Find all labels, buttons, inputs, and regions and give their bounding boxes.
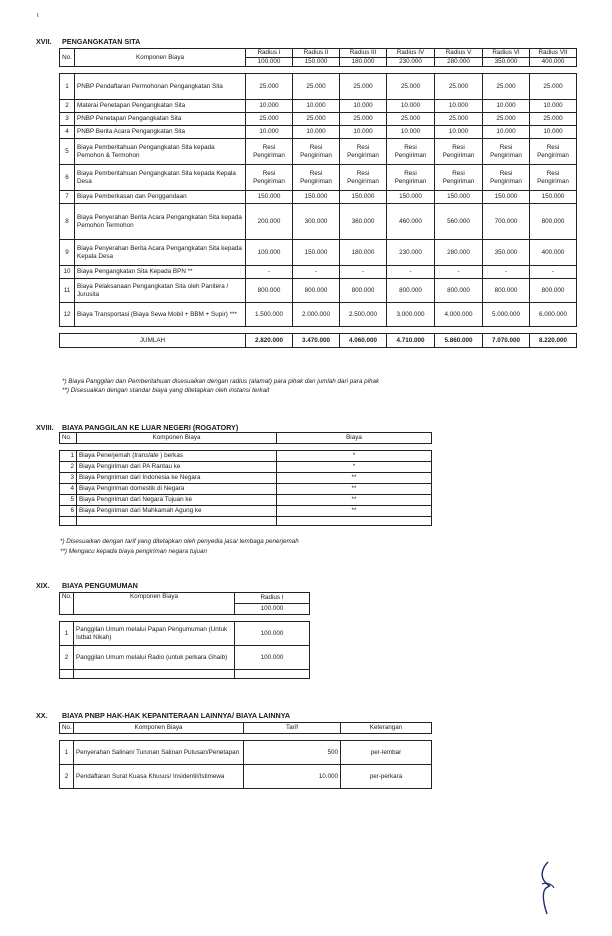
section-19-title: BIAYA PENGUMUMAN bbox=[62, 581, 138, 590]
row-value: - bbox=[387, 266, 435, 279]
spacer-cell bbox=[277, 517, 432, 526]
row-value: ** bbox=[277, 495, 432, 506]
header-tarif: Tarif bbox=[244, 723, 341, 734]
table-row bbox=[60, 451, 432, 462]
row-value: 150.000 bbox=[387, 191, 435, 204]
section-20-table bbox=[59, 722, 432, 789]
row-value: 5.000.000 bbox=[483, 303, 530, 327]
row-label bbox=[77, 506, 277, 517]
row-value: 150.000 bbox=[340, 191, 387, 204]
row-value: 2.000.000 bbox=[293, 303, 340, 327]
spacer-cell bbox=[387, 327, 435, 334]
spacer-cell bbox=[483, 67, 530, 74]
row-label: Penyerahan Salinan/ Turunan Salinan Putusan/Penetapan bbox=[74, 741, 244, 765]
header-radius-label: Radius VII bbox=[530, 49, 577, 58]
section-17-note-1: *) Biaya Panggilan dan Pemberitahuan disesuaikan dengan radius (alamat) para pihak dan jumlah dari para pihak bbox=[62, 378, 380, 385]
label-text: Biaya Pengiriman dari Indonesia ke Negara bbox=[79, 474, 201, 481]
table-header-row bbox=[60, 49, 577, 58]
row-value: 300.000 bbox=[293, 204, 340, 240]
spacer-cell bbox=[74, 734, 244, 741]
row-label bbox=[77, 473, 277, 484]
row-value: 460.000 bbox=[387, 204, 435, 240]
row-number: 9 bbox=[60, 240, 75, 266]
header-no: No. bbox=[60, 49, 75, 67]
row-label: Panggilan Umum melalui Papan Pengumuman (Untuk Istbat Nikah) bbox=[74, 622, 235, 646]
row-value: - bbox=[340, 266, 387, 279]
total-value: 2.820.000 bbox=[246, 334, 293, 348]
row-value: 10.000 bbox=[435, 100, 483, 113]
row-value: 100.000 bbox=[246, 240, 293, 266]
spacer-cell bbox=[77, 517, 277, 526]
row-value: 25.000 bbox=[246, 74, 293, 100]
row-value: 800.000 bbox=[293, 279, 340, 303]
row-label: PNBP Penetapan Pengangkatan Sita bbox=[75, 113, 246, 126]
row-number: 1 bbox=[60, 74, 75, 100]
row-value: 25.000 bbox=[435, 74, 483, 100]
table-header-row bbox=[60, 433, 432, 444]
table-row bbox=[60, 100, 577, 113]
table-row bbox=[60, 266, 577, 279]
spacer-cell bbox=[60, 444, 77, 451]
table-row bbox=[60, 622, 310, 646]
table-header-row bbox=[60, 593, 310, 604]
row-number: 3 bbox=[60, 473, 77, 484]
spacer-cell bbox=[483, 327, 530, 334]
header-radius-label: Radius I bbox=[246, 49, 293, 58]
row-value: 360.000 bbox=[340, 204, 387, 240]
row-value: 800.000 bbox=[340, 279, 387, 303]
row-value: 25.000 bbox=[435, 113, 483, 126]
spacer-cell bbox=[75, 67, 246, 74]
spacer-cell bbox=[340, 327, 387, 334]
row-value: Resi Pengiriman bbox=[387, 139, 435, 165]
row-label bbox=[77, 495, 277, 506]
row-number: 4 bbox=[60, 126, 75, 139]
row-value: 10.000 bbox=[340, 100, 387, 113]
row-value: - bbox=[530, 266, 577, 279]
spacer-cell bbox=[277, 444, 432, 451]
table-row bbox=[60, 139, 577, 165]
row-label: Biaya Pemberkasan dan Penggandaan bbox=[75, 191, 246, 204]
section-20-title: BIAYA PNBP HAK-HAK KEPANITERAAN LAINNYA/ BIAYA LAINNYA bbox=[62, 711, 291, 720]
section-18-table bbox=[59, 432, 432, 526]
row-value: 6.000.000 bbox=[530, 303, 577, 327]
row-label: Biaya Pengangkatan Sita Kepada BPN ** bbox=[75, 266, 246, 279]
row-value: 150.000 bbox=[246, 191, 293, 204]
header-komponen: Komponen Biaya bbox=[77, 433, 277, 444]
spacer-cell bbox=[293, 67, 340, 74]
header-radius-label: Radius V bbox=[435, 49, 483, 58]
row-number: 1 bbox=[60, 451, 77, 462]
row-value: 3.000.000 bbox=[387, 303, 435, 327]
row-value: 10.000 bbox=[435, 126, 483, 139]
row-label: Biaya Pemberitahuan Pengangkatan Sita kepada Kepala Desa bbox=[75, 165, 246, 191]
total-value: 7.070.000 bbox=[483, 334, 530, 348]
row-value: ** bbox=[277, 473, 432, 484]
header-radius-value: 100.000 bbox=[246, 58, 293, 67]
table-row bbox=[60, 462, 432, 473]
header-radius-label: Radius III bbox=[340, 49, 387, 58]
header-radius-label: Radius IV bbox=[387, 49, 435, 58]
row-value: 10.000 bbox=[530, 100, 577, 113]
table-row bbox=[60, 126, 577, 139]
section-18-note-2: **) Mengacu kepada biaya pengiriman negara tujuan bbox=[60, 548, 208, 555]
row-label: Pendaftaran Surat Kuasa Khusus/ Insidentil/Istimewa bbox=[74, 765, 244, 789]
row-value: - bbox=[293, 266, 340, 279]
row-number: 5 bbox=[60, 139, 75, 165]
row-number: 6 bbox=[60, 506, 77, 517]
table-total-row bbox=[60, 334, 577, 348]
row-number: 11 bbox=[60, 279, 75, 303]
spacer-cell bbox=[387, 67, 435, 74]
table-row bbox=[60, 484, 432, 495]
row-value: 25.000 bbox=[293, 74, 340, 100]
section-17-title: PENGANGKATAN SITA bbox=[62, 37, 141, 46]
row-value: Resi Pengiriman bbox=[387, 165, 435, 191]
row-label: PNBP Pendaftaran Permohonan Pengangkatan Sita bbox=[75, 74, 246, 100]
header-komponen: Komponen Biaya bbox=[75, 49, 246, 67]
row-keterangan: per-lembar bbox=[341, 741, 432, 765]
section-18-heading bbox=[36, 423, 238, 432]
row-label: Panggilan Umum melalui Radio (untuk perkara Ghaib) bbox=[74, 646, 235, 670]
row-value: 800.000 bbox=[435, 279, 483, 303]
header-radius-value: 400.000 bbox=[530, 58, 577, 67]
spacer-cell bbox=[435, 327, 483, 334]
table-header-row bbox=[60, 723, 432, 734]
row-label: PNBP Berita Acara Pengangkatan Sita bbox=[75, 126, 246, 139]
spacer-cell bbox=[244, 734, 341, 741]
row-value: 10.000 bbox=[246, 126, 293, 139]
table-spacer-row bbox=[60, 734, 432, 741]
row-value: 25.000 bbox=[387, 113, 435, 126]
table-row bbox=[60, 240, 577, 266]
table-row bbox=[60, 279, 577, 303]
table-row bbox=[60, 165, 577, 191]
row-value: 2.500.000 bbox=[340, 303, 387, 327]
row-label: Biaya Transportasi (Biaya Sewa Mobil + BBM + Supir) *** bbox=[75, 303, 246, 327]
row-label: Materai Penetapan Pengangkatan Sita bbox=[75, 100, 246, 113]
row-number: 1 bbox=[60, 741, 74, 765]
row-value: 150.000 bbox=[530, 191, 577, 204]
row-value: 800.000 bbox=[530, 279, 577, 303]
row-value: 10.000 bbox=[293, 126, 340, 139]
spacer-cell bbox=[340, 67, 387, 74]
section-17-number: XVII. bbox=[36, 37, 52, 46]
row-number: 7 bbox=[60, 191, 75, 204]
header-radius-value: 230.000 bbox=[387, 58, 435, 67]
row-value: 150.000 bbox=[293, 191, 340, 204]
header-radius-value: 350.000 bbox=[483, 58, 530, 67]
row-value: ** bbox=[277, 484, 432, 495]
total-value: 4.710.000 bbox=[387, 334, 435, 348]
row-number: 2 bbox=[60, 462, 77, 473]
row-number: 1 bbox=[60, 622, 74, 646]
total-value: 3.470.000 bbox=[293, 334, 340, 348]
table-spacer-row bbox=[60, 444, 432, 451]
row-value: 25.000 bbox=[530, 113, 577, 126]
row-value: ** bbox=[277, 506, 432, 517]
row-value: Resi Pengiriman bbox=[530, 139, 577, 165]
row-value: 150.000 bbox=[483, 191, 530, 204]
row-value: 800.000 bbox=[483, 279, 530, 303]
signature-paraf bbox=[530, 858, 560, 918]
header-radius-label: Radius I bbox=[235, 593, 310, 604]
label-text: ) berkas bbox=[158, 452, 183, 459]
spacer-cell bbox=[74, 615, 235, 622]
header-radius-value: 100.000 bbox=[235, 604, 310, 615]
spacer-cell bbox=[246, 327, 293, 334]
section-19-table bbox=[59, 592, 310, 679]
table-spacer-row bbox=[60, 670, 310, 679]
row-value: 10.000 bbox=[530, 126, 577, 139]
row-value: 800.000 bbox=[387, 279, 435, 303]
row-number: 12 bbox=[60, 303, 75, 327]
row-number: 2 bbox=[60, 646, 74, 670]
row-number: 2 bbox=[60, 100, 75, 113]
table-row bbox=[60, 303, 577, 327]
table-spacer-row bbox=[60, 67, 577, 74]
section-17-heading bbox=[36, 37, 140, 46]
row-label: Biaya Penyerahan Berita Acara Pengangkatan Sita kepada Pemohon Termohon bbox=[75, 204, 246, 240]
row-value: 700.000 bbox=[483, 204, 530, 240]
row-value: 25.000 bbox=[483, 113, 530, 126]
table-row bbox=[60, 473, 432, 484]
table-spacer-row bbox=[60, 327, 577, 334]
header-no: No. bbox=[60, 593, 74, 615]
label-text: Biaya Pengiriman dari Negara Tujuan ke bbox=[79, 496, 193, 503]
row-value: 25.000 bbox=[387, 74, 435, 100]
row-number: 2 bbox=[60, 765, 74, 789]
row-label: Biaya Pelaksanaan Pengangkatan Sita oleh Panitera / Jurusita bbox=[75, 279, 246, 303]
row-value: * bbox=[277, 451, 432, 462]
row-value: * bbox=[277, 462, 432, 473]
table-row bbox=[60, 765, 432, 789]
row-label: Biaya Pemberitahuan Pengangkatan Sita kepada Pemohon & Termohon bbox=[75, 139, 246, 165]
spacer-cell bbox=[235, 615, 310, 622]
table-row bbox=[60, 506, 432, 517]
row-value: 150.000 bbox=[293, 240, 340, 266]
row-value: - bbox=[483, 266, 530, 279]
row-value: 10.000 bbox=[293, 100, 340, 113]
header-komponen: Komponen Biaya bbox=[74, 593, 235, 615]
table-row bbox=[60, 204, 577, 240]
row-value: 4.000.000 bbox=[435, 303, 483, 327]
row-value: 10.000 bbox=[340, 126, 387, 139]
label-text: Biaya Pengiriman dari PA Rantau ke bbox=[79, 463, 181, 470]
row-value: Resi Pengiriman bbox=[246, 139, 293, 165]
table-row bbox=[60, 495, 432, 506]
row-value: Resi Pengiriman bbox=[246, 165, 293, 191]
spacer-cell bbox=[341, 734, 432, 741]
row-label bbox=[77, 462, 277, 473]
header-no: No. bbox=[60, 723, 74, 734]
header-radius-label: Radius II bbox=[293, 49, 340, 58]
row-value: 200.000 bbox=[246, 204, 293, 240]
row-value: 10.000 bbox=[387, 126, 435, 139]
row-value: 100.000 bbox=[235, 646, 310, 670]
header-komponen: Komponen Biaya bbox=[74, 723, 244, 734]
section-18-title: BIAYA PANGGILAN KE LUAR NEGERI (ROGATORY) bbox=[62, 423, 239, 432]
spacer-cell bbox=[60, 517, 77, 526]
row-value: 150.000 bbox=[435, 191, 483, 204]
row-value: 10.000 bbox=[483, 100, 530, 113]
spacer-cell bbox=[60, 615, 74, 622]
row-number: 4 bbox=[60, 484, 77, 495]
total-label: JUMLAH bbox=[60, 334, 246, 348]
table-row bbox=[60, 191, 577, 204]
row-value: 1.500.000 bbox=[246, 303, 293, 327]
section-17-note-2: **) Disesuaikan dengan standar biaya yang ditetapkan oleh instansi terkait bbox=[62, 387, 270, 394]
row-value: 280.000 bbox=[435, 240, 483, 266]
total-value: 8.220.000 bbox=[530, 334, 577, 348]
row-value: 560.000 bbox=[435, 204, 483, 240]
spacer-cell bbox=[530, 327, 577, 334]
row-label bbox=[77, 451, 277, 462]
spacer-cell bbox=[435, 67, 483, 74]
section-18-note-1: *) Disesuaikan dengan tarif yang ditetapkan oleh penyedia jasa/ lembaga penerjemah bbox=[60, 538, 299, 545]
table-row bbox=[60, 74, 577, 100]
row-value: Resi Pengiriman bbox=[293, 139, 340, 165]
row-value: - bbox=[435, 266, 483, 279]
row-value: - bbox=[246, 266, 293, 279]
spacer-cell bbox=[60, 734, 74, 741]
row-label bbox=[77, 484, 277, 495]
section-19-heading bbox=[36, 581, 138, 590]
spacer-cell bbox=[77, 444, 277, 451]
spacer-cell bbox=[74, 670, 235, 679]
stray-mark: ι bbox=[37, 12, 39, 19]
row-tarif: 10.000 bbox=[244, 765, 341, 789]
section-19-number: XIX. bbox=[36, 581, 50, 590]
table-spacer-row bbox=[60, 615, 310, 622]
header-radius-label: Radius VI bbox=[483, 49, 530, 58]
header-radius-value: 150.000 bbox=[293, 58, 340, 67]
table-spacer-row bbox=[60, 517, 432, 526]
section-20-heading bbox=[36, 711, 290, 720]
spacer-cell bbox=[60, 327, 75, 334]
header-radius-value: 280.000 bbox=[435, 58, 483, 67]
row-value: 10.000 bbox=[387, 100, 435, 113]
row-value: Resi Pengiriman bbox=[340, 165, 387, 191]
spacer-cell bbox=[246, 67, 293, 74]
row-value: 10.000 bbox=[483, 126, 530, 139]
row-value: 180.000 bbox=[340, 240, 387, 266]
header-keterangan: Keterangan bbox=[341, 723, 432, 734]
row-value: 800.000 bbox=[530, 204, 577, 240]
row-number: 3 bbox=[60, 113, 75, 126]
row-keterangan: per-perkara bbox=[341, 765, 432, 789]
spacer-cell bbox=[530, 67, 577, 74]
row-value: 230.000 bbox=[387, 240, 435, 266]
row-number: 10 bbox=[60, 266, 75, 279]
row-value: 25.000 bbox=[483, 74, 530, 100]
row-value: Resi Pengiriman bbox=[530, 165, 577, 191]
table-row bbox=[60, 741, 432, 765]
spacer-cell bbox=[60, 67, 75, 74]
row-value: 25.000 bbox=[530, 74, 577, 100]
total-value: 4.060.000 bbox=[340, 334, 387, 348]
header-biaya: Biaya bbox=[277, 433, 432, 444]
row-value: 800.000 bbox=[246, 279, 293, 303]
row-value: 100.000 bbox=[235, 622, 310, 646]
spacer-cell bbox=[75, 327, 246, 334]
label-text: Biaya Pengiriman domestik di Negara bbox=[79, 485, 185, 492]
row-tarif: 500 bbox=[244, 741, 341, 765]
section-20-number: XX. bbox=[36, 711, 48, 720]
row-value: Resi Pengiriman bbox=[293, 165, 340, 191]
spacer-cell bbox=[60, 670, 74, 679]
total-value: 5.860.000 bbox=[435, 334, 483, 348]
row-value: 350.000 bbox=[483, 240, 530, 266]
row-value: Resi Pengiriman bbox=[435, 165, 483, 191]
row-number: 8 bbox=[60, 204, 75, 240]
row-value: Resi Pengiriman bbox=[340, 139, 387, 165]
header-no: No. bbox=[60, 433, 77, 444]
spacer-cell bbox=[293, 327, 340, 334]
label-text: Biaya Pengiriman dari Mahkamah Agung ke bbox=[79, 507, 202, 514]
row-value: 400.000 bbox=[530, 240, 577, 266]
row-value: 10.000 bbox=[246, 100, 293, 113]
row-value: 25.000 bbox=[340, 113, 387, 126]
section-17-table bbox=[59, 48, 577, 348]
table-row bbox=[60, 646, 310, 670]
section-18-number: XVIII. bbox=[36, 423, 54, 432]
row-label: Biaya Penyerahan Berita Acara Pengangkatan Sita kepada Kepala Desa bbox=[75, 240, 246, 266]
row-value: 25.000 bbox=[293, 113, 340, 126]
header-radius-value: 180.000 bbox=[340, 58, 387, 67]
spacer-cell bbox=[235, 670, 310, 679]
label-emphasis: translate bbox=[134, 452, 159, 459]
row-value: Resi Pengiriman bbox=[483, 139, 530, 165]
row-value: Resi Pengiriman bbox=[435, 139, 483, 165]
row-value: Resi Pengiriman bbox=[483, 165, 530, 191]
row-value: 25.000 bbox=[340, 74, 387, 100]
label-text: Biaya Penerjemah ( bbox=[79, 452, 135, 459]
row-number: 6 bbox=[60, 165, 75, 191]
row-value: 25.000 bbox=[246, 113, 293, 126]
table-row bbox=[60, 113, 577, 126]
row-number: 5 bbox=[60, 495, 77, 506]
